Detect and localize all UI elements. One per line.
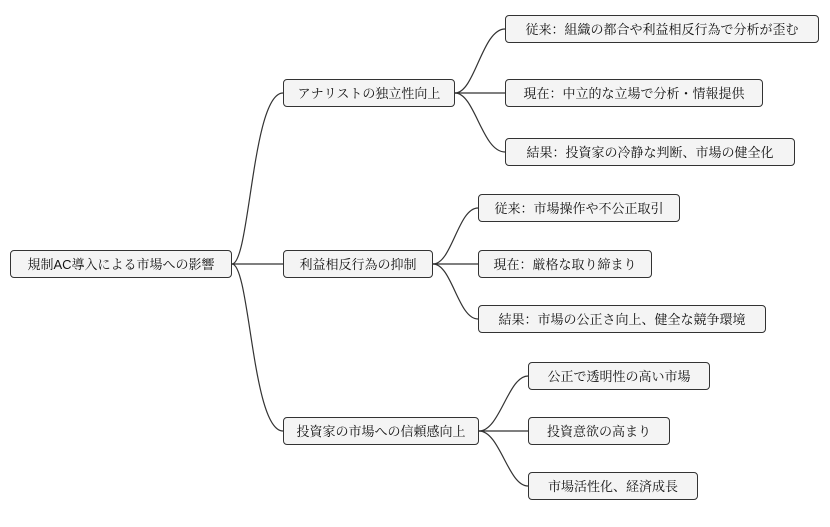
node-label: 従来：組織の都合や利益相反行為で分析が歪む: [525, 21, 799, 37]
mindmap-leaf-node-2-1[interactable]: [478, 194, 680, 222]
node-label: 投資意欲の高まり: [546, 423, 651, 439]
node-label: 投資家の市場への信頼感向上: [296, 423, 466, 439]
node-label: 現在：中立的な立場で分析・情報提供: [523, 85, 745, 101]
node-label: 規制AC導入による市場への影響: [27, 256, 215, 272]
edge-b1-b1c3: [455, 93, 505, 152]
mindmap-leaf-node-1-1[interactable]: [505, 15, 819, 43]
edge-b3-b3c1: [479, 376, 528, 431]
mindmap-leaf-node-3-1[interactable]: [528, 362, 710, 390]
edge-b1-b1c1: [455, 29, 505, 93]
node-label: 公正で透明性の高い市場: [547, 368, 691, 384]
mindmap-leaf-node-3-3[interactable]: [528, 472, 698, 500]
node-label: アナリストの独立性向上: [297, 85, 441, 101]
mindmap-branch-node-1[interactable]: [283, 79, 455, 107]
mindmap-leaf-node-2-3[interactable]: [478, 305, 766, 333]
mindmap-leaf-node-2-2[interactable]: [478, 250, 652, 278]
mindmap-branch-node-3[interactable]: [283, 417, 479, 445]
node-label: 現在：厳格な取り締まり: [493, 256, 637, 272]
edge-root-b1: [232, 93, 283, 264]
edge-b2-b2c3: [433, 264, 478, 319]
node-label: 利益相反行為の抑制: [299, 256, 417, 272]
edge-b2-b2c1: [433, 208, 478, 264]
node-label: 従来：市場操作や不公正取引: [494, 200, 664, 216]
node-label: 市場活性化、経済成長: [547, 478, 678, 494]
mindmap-root-node[interactable]: [10, 250, 232, 278]
edge-root-b3: [232, 264, 283, 431]
mindmap-leaf-node-3-2[interactable]: [528, 417, 670, 445]
mindmap-leaf-node-1-3[interactable]: [505, 138, 795, 166]
node-label: 結果：投資家の冷静な判断、市場の健全化: [526, 144, 774, 160]
edge-b3-b3c3: [479, 431, 528, 486]
mindmap-leaf-node-1-2[interactable]: [505, 79, 763, 107]
mindmap-branch-node-2[interactable]: [283, 250, 433, 278]
node-label: 結果：市場の公正さ向上、健全な競争環境: [498, 311, 746, 327]
